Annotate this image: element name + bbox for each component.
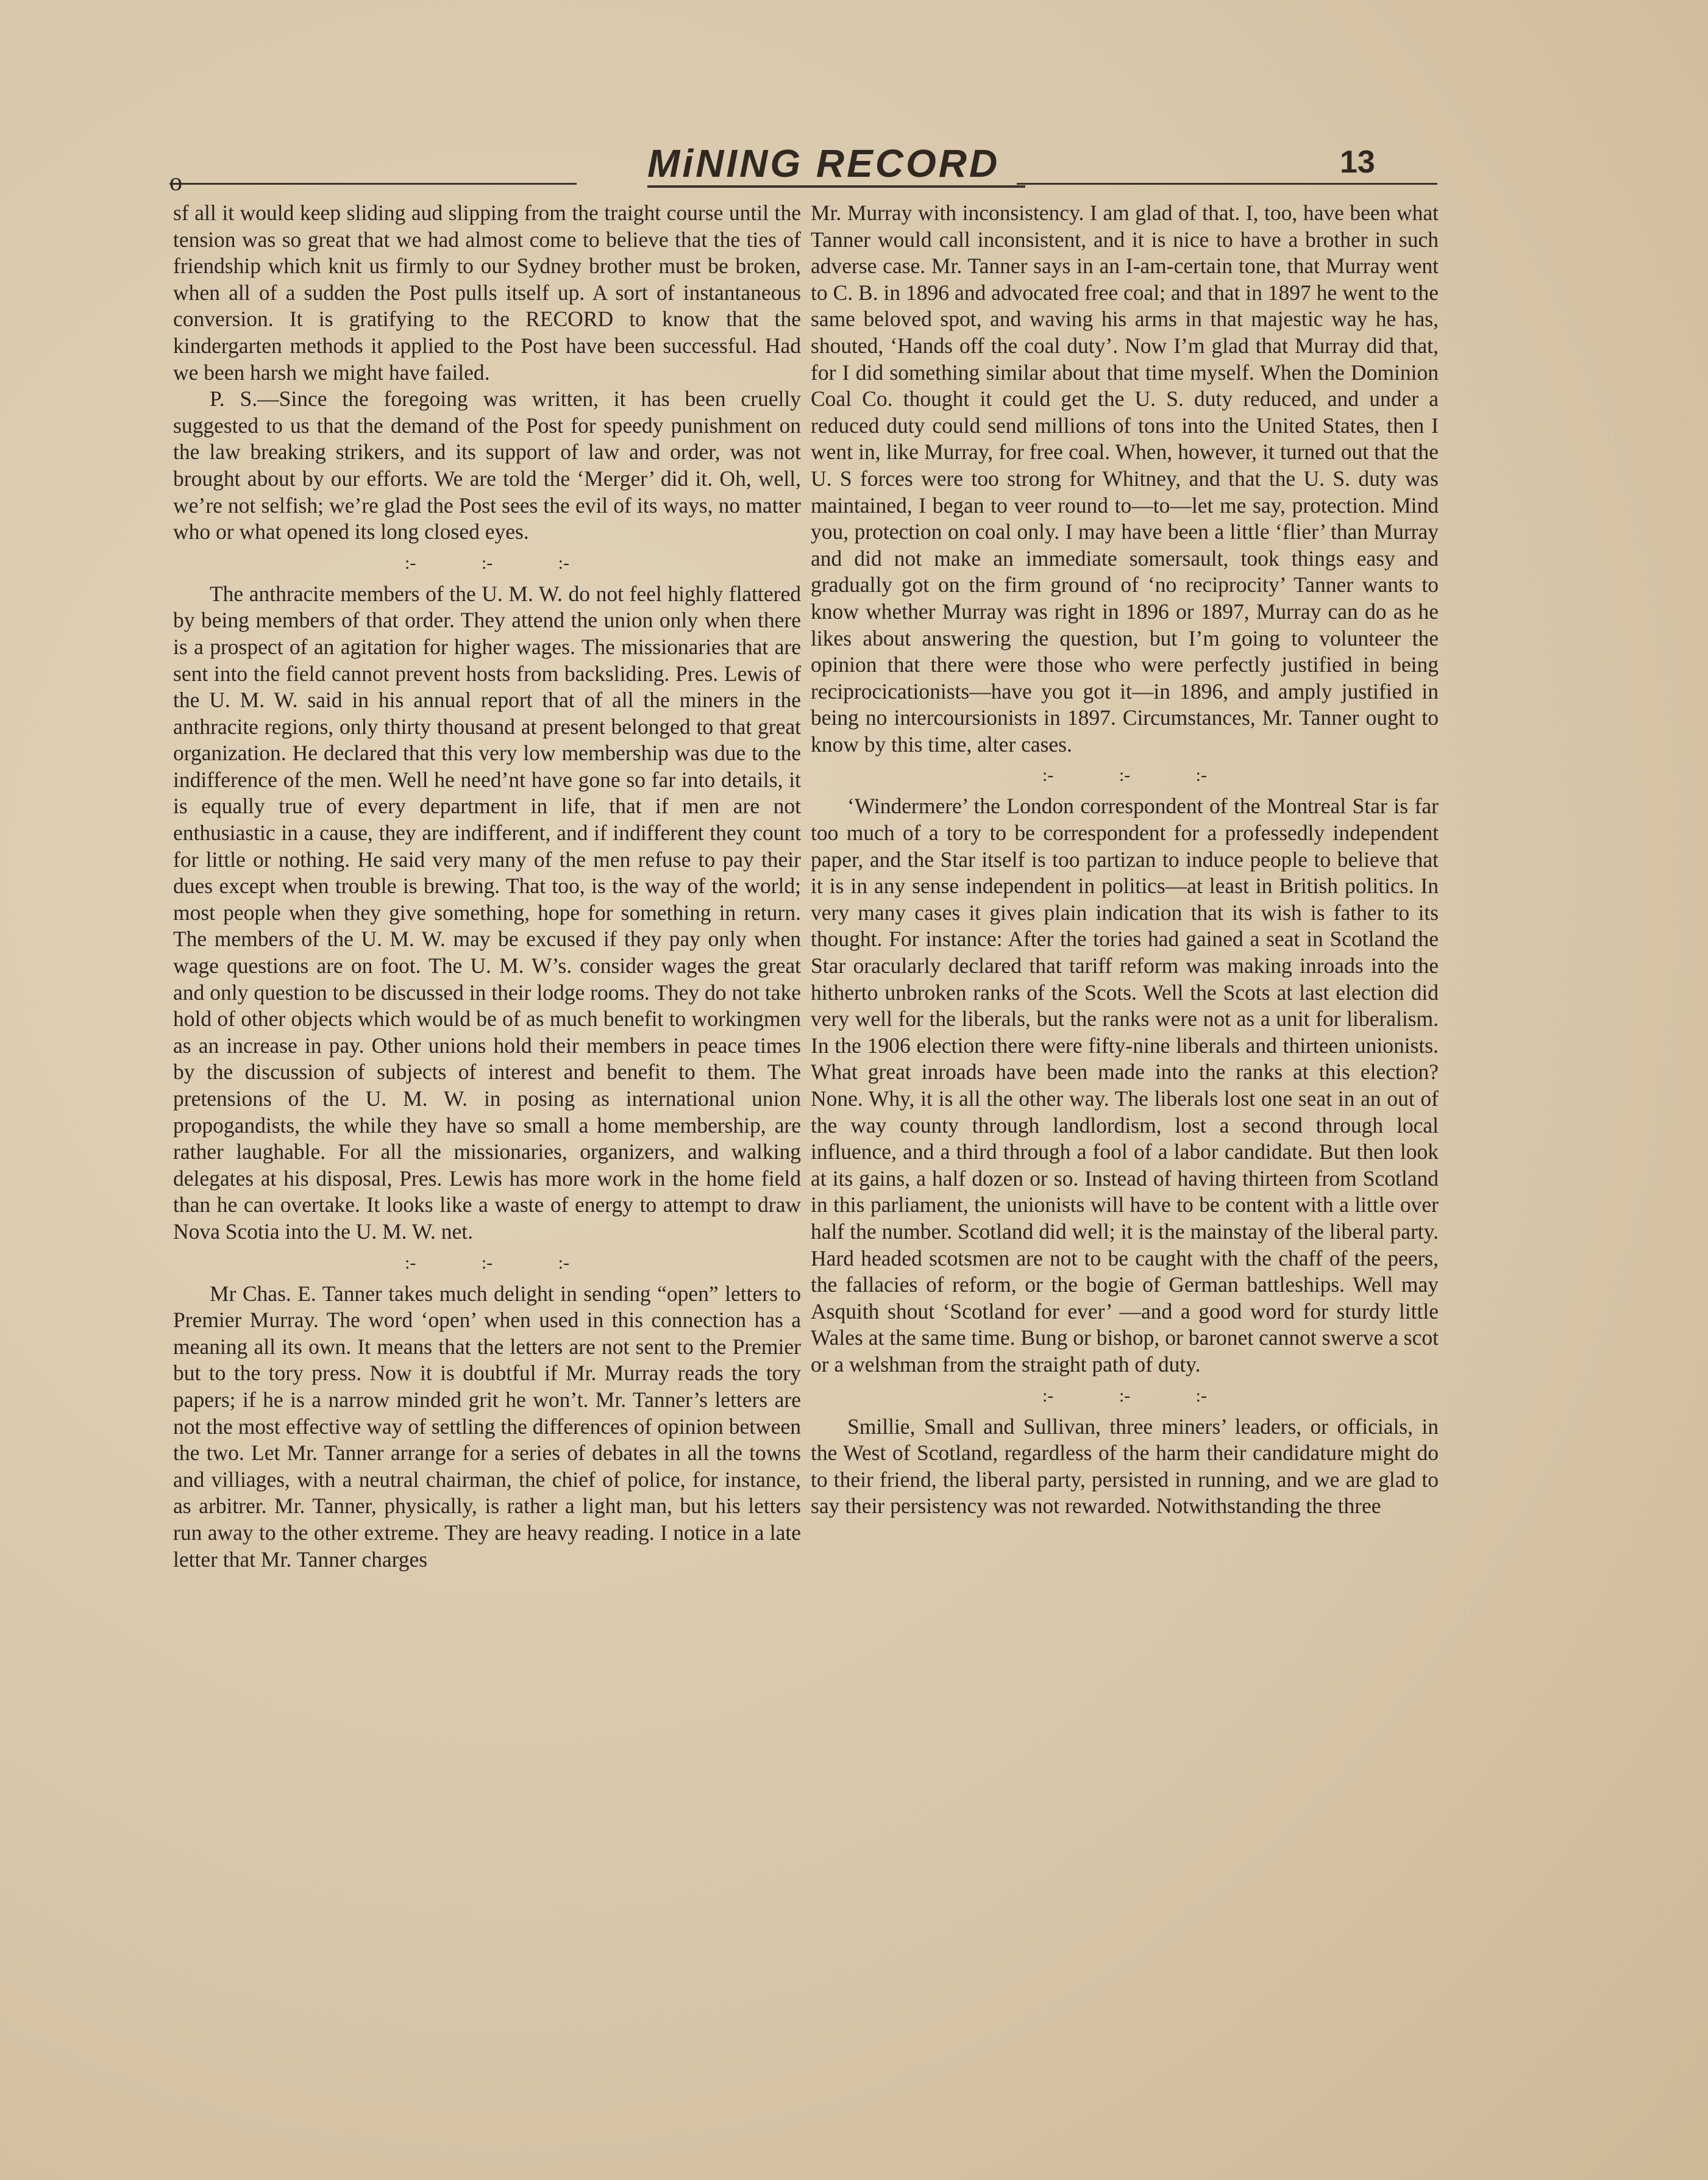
right-paragraph-3: Smillie, Small and Sullivan, three miners’ leaders, or officials, in the West of Scotland, regardless of the harm their candidature might do to their friend, the liberal party, persisted in running, and we are glad to say their persistency was not rewarded. Notwithstanding the three <box>811 1414 1439 1519</box>
right-paragraph-1: Mr. Murray with inconsistency. I am glad of that. I, too, have been what Tanner would call inconsistent, and it is nice to have a brother in such adverse case. Mr. Tanner says in an I-am-certain tone, that Murray went to C. B. in 1896 and advocated free coal; and that in 1897 he went to the same beloved spot, and waving his arms in that majestic way he has, shouted, ‘Hands off the coal duty’. Now I’m glad that Murray did that, for I did something similar about that time myself. When the Dominion Coal Co. thought it could get the U. S. duty reduced, and under a reduced duty could send millions of tons into the United States, then I went in, like Murray, for free coal. When, however, it turned out that the U. S forces were too strong for Whitney, and that the U. S. duty was maintained, I began to veer round to—to—let me say, protection. Mind you, protection on coal only. I may have been a little ‘flier’ than Murray and did not make an immediate somersault, took things easy and gradually got on the firm ground of ‘no reciprocity’ Tanner wants to know whether Murray was right in 1896 or 1897, Murray can do as he likes about answering the question, but I’m going to volunteer the opinion that there were those who were perfectly justified in being reciprocicationists—have you got it—in 1896, and amply justified in being no intercoursionists in 1897. Circumstances, Mr. Tanner ought to know by this time, alter cases. <box>811 201 1439 757</box>
header-rule-right <box>1017 183 1437 185</box>
right-paragraph-2: ‘Windermere’ the London correspondent of the Montreal Star is far too much of a tory to be correspondent for a professedly independent paper, and the Star itself is too partizan to induce people to believe that it is in any sense independent in politics—at least in British politics. In very many cases it gives plain indication that its wish is father to its thought. For instance: After the tories had gained a seat in Scotland the Star oracularly declared that tariff reform was making inroads into the hitherto unbroken ranks of the Scots. Well the Scots at last election did very well for the liberals, but the ranks were not as a unit for liberalism. In the 1906 election there were fifty-nine liberals and thirteen unionists. What great inroads have been made into the ranks at this election? None. Why, it is all the other way. The liberals lost one seat in an out of the way county through landlordism, lost a second through local influence, and a third through a fool of a labor candidate. But then look at its gains, a half dozen or so. Instead of having thirteen from Scotland in this parliament, the unionists will have to be content with a little over half the number. Scotland did well; it is the mainstay of the liberal party. Hard headed scotsmen are not to be caught with the chaff of the peers, the fallacies of reform, or the bogie of German battleships. Well may Asquith shout ‘Scotland for ever’ —and a good word for sturdy little Wales at the same time. Bung or bishop, or baronet cannot swerve a scot or a welshman from the straight path of duty. <box>811 794 1439 1377</box>
header-rule-left <box>169 183 577 185</box>
left-paragraph-4: Mr Chas. E. Tanner takes much delight in sending “open” letters to Premier Murray. The word ‘open’ when used in this connection has a meaning all its own. It means that the letters are not sent to the Premier but to the tory press. Now it is doubtful if Mr. Murray reads the tory papers; if he is a narrow minded grit he won’t. Mr. Tanner’s letters are not the most effective way of settling the differences of opinion between the two. Let Mr. Tanner arrange for a series of debates in all the towns and villiages, with a neutral chairman, the chief of police, for instance, as arbitrer. Mr. Tanner, physically, is rather a light man, but his letters run away to the other extreme. They are heavy reading. I notice in a late letter that Mr. Tanner charges <box>173 1281 801 1572</box>
section-separator: :- :- :- <box>1042 1385 1207 1406</box>
page-header <box>0 0 1708 201</box>
page-number: 13 <box>1340 144 1375 180</box>
masthead-title: MiNING RECORD <box>647 141 1025 188</box>
right-column <box>811 200 1439 1520</box>
section-separator: :- :- :- <box>405 552 569 573</box>
header-corner-mark: o <box>169 168 182 196</box>
left-column <box>173 200 801 1573</box>
section-separator: :- :- :- <box>1042 765 1207 786</box>
section-separator: :- :- :- <box>405 1252 569 1273</box>
left-paragraph-1: sf all it would keep sliding aud slipping from the traight course until the tension was so great that we had almost come to believe that the ties of friendship which knit us firmly to our Sydney brother must be broken, when all of a sudden the Post pulls itself up. A sort of instantaneous conversion. It is gratifying to the RECORD to know that the kindergarten methods it applied to the Post have been successful. Had we been harsh we might have failed. <box>173 201 801 385</box>
left-paragraph-3: The anthracite members of the U. M. W. do not feel highly flattered by being members of that order. They attend the union only when there is a prospect of an agitation for higher wages. The missionaries that are sent into the field cannot prevent hosts from backsliding. Pres. Lewis of the U. M. W. said in his annual report that of all the miners in the anthracite regions, only thirty thousand at present belonged to that great organization. He declared that this very low membership was due to the indifference of the men. Well he need’nt have gone so far into details, it is equally true of every department in life, that if men are not enthusiastic in a cause, they are indifferent, and if indifferent they count for little or nothing. He said very many of the men refuse to pay their dues except when trouble is brewing. That too, is the way of the world; most people when they give something, hope for something in return. The members of the U. M. W. may be excused if they pay only when wage questions are on foot. The U. M. W’s. consider wages the great and only question to be discussed in their lodge rooms. They do not take hold of other objects which would be of as much benefit to workingmen as an increase in pay. Other unions hold their members in peace times by the discussion of subjects of interest and benefit to them. The pretensions of the U. M. W. in posing as international union propogandists, the while they have so small a home membership, are rather laughable. For all the missionaries, organizers, and walking delegates at his disposal, Pres. Lewis has more work in the home field than he can overtake. It looks like a waste of energy to attempt to draw Nova Scotia into the U. M. W. net. <box>173 581 801 1244</box>
left-paragraph-2: P. S.—Since the foregoing was written, it has been cruelly suggested to us that the demand of the Post for speedy punishment on the law breaking strikers, and its support of law and order, was not brought about by our efforts. We are told the ‘Merger’ did it. Oh, well, we’re not selfish; we’re glad the Post sees the evil of its ways, no matter who or what opened its long closed eyes. <box>173 386 801 544</box>
